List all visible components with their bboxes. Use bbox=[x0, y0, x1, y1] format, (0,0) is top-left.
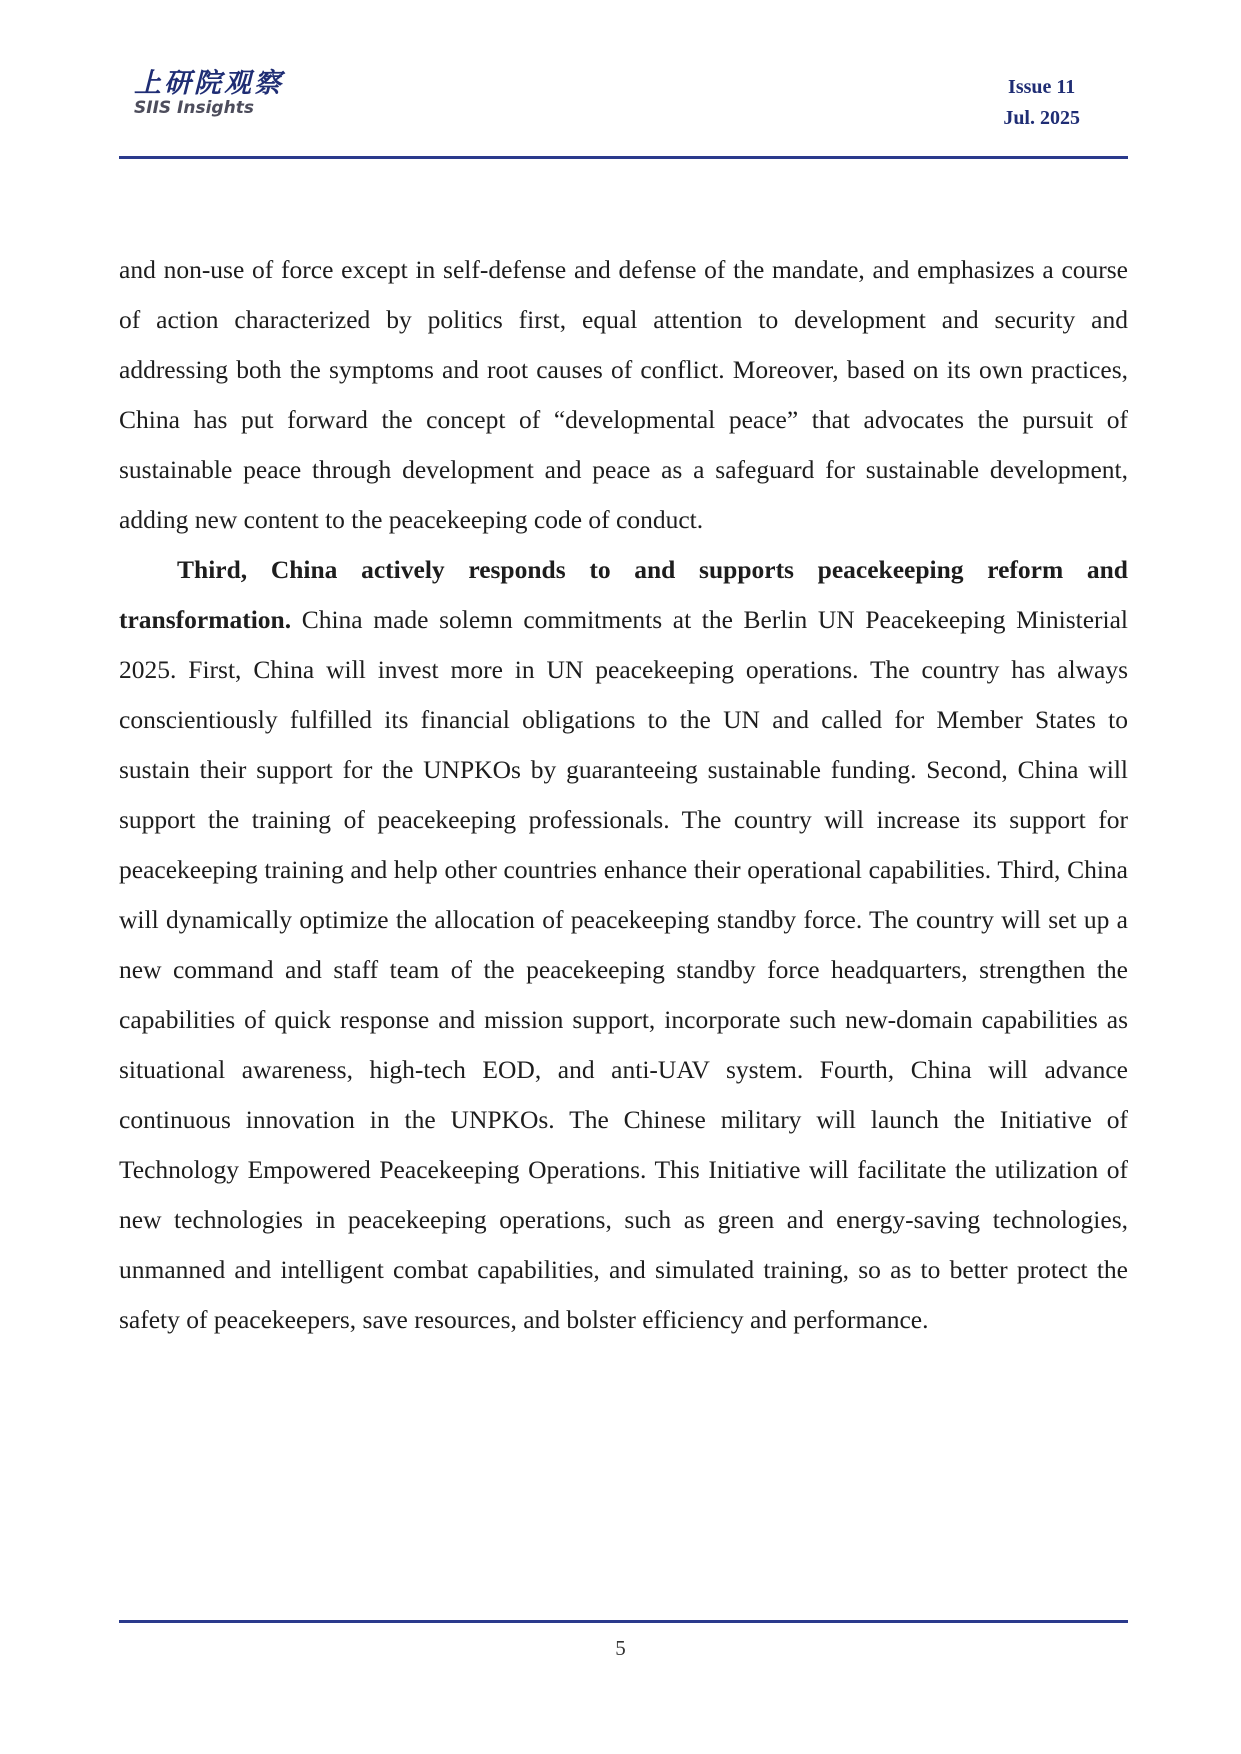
issue-date: Jul. 2025 bbox=[1003, 107, 1080, 129]
article-body bbox=[119, 245, 1128, 1345]
paragraph-lead-heading: Third, China actively responds to and supports peacekeeping reform and transformation. bbox=[119, 555, 1128, 634]
issue-number: Issue 11 bbox=[1008, 76, 1076, 98]
publication-logo bbox=[134, 68, 284, 118]
footer-divider bbox=[119, 1620, 1128, 1623]
page-number: 5 bbox=[615, 1636, 626, 1660]
logo-chinese-title: 上研院观察 bbox=[134, 68, 284, 99]
body-paragraph-2 bbox=[119, 545, 1128, 1345]
body-paragraph-1: and non-use of force except in self-defense and defense of the mandate, and emphasizes a course of action characterized by politics first, equal attention to development and security and addressing both the symptoms and root causes of conflict. Moreover, based on its own practices, China has put forward the concept of “developmental peace” that advocates the pursuit of sustainable peace through development and peace as a safeguard for sustainable development, adding new content to the peacekeeping code of conduct. bbox=[119, 255, 1128, 534]
paragraph-2-text: China made solemn commitments at the Berlin UN Peacekeeping Ministerial 2025. First, China will invest more in UN peacekeeping operations. The country has always conscientiously fulfilled its financial obligations to the UN and called for Member States to sustain their support for the UNPKOs by guaranteeing sustainable funding. Second, China will support the training of peacekeeping professionals. The country will increase its support for peacekeeping training and help other countries enhance their operational capabilities. Third, China will dynamically optimize the allocation of peacekeeping standby force. The country will set up a new command and staff team of the peacekeeping standby force headquarters, strengthen the capabilities of quick response and mission support, incorporate such new-domain capabilities as situational awareness, high-tech EOD, and anti-UAV system. Fourth, China will advance continuous innovation in the UNPKOs. The Chinese military will launch the Initiative of Technology Empowered Peacekeeping Operations. This Initiative will facilitate the utilization of new technologies in peacekeeping operations, such as green and energy-saving technologies, unmanned and intelligent combat capabilities, and simulated training, so as to better protect the safety of peacekeepers, save resources, and bolster efficiency and performance. bbox=[119, 605, 1128, 1334]
header-divider bbox=[119, 156, 1128, 159]
logo-english-title: SIIS Insights bbox=[134, 98, 254, 118]
issue-info bbox=[1003, 72, 1080, 134]
